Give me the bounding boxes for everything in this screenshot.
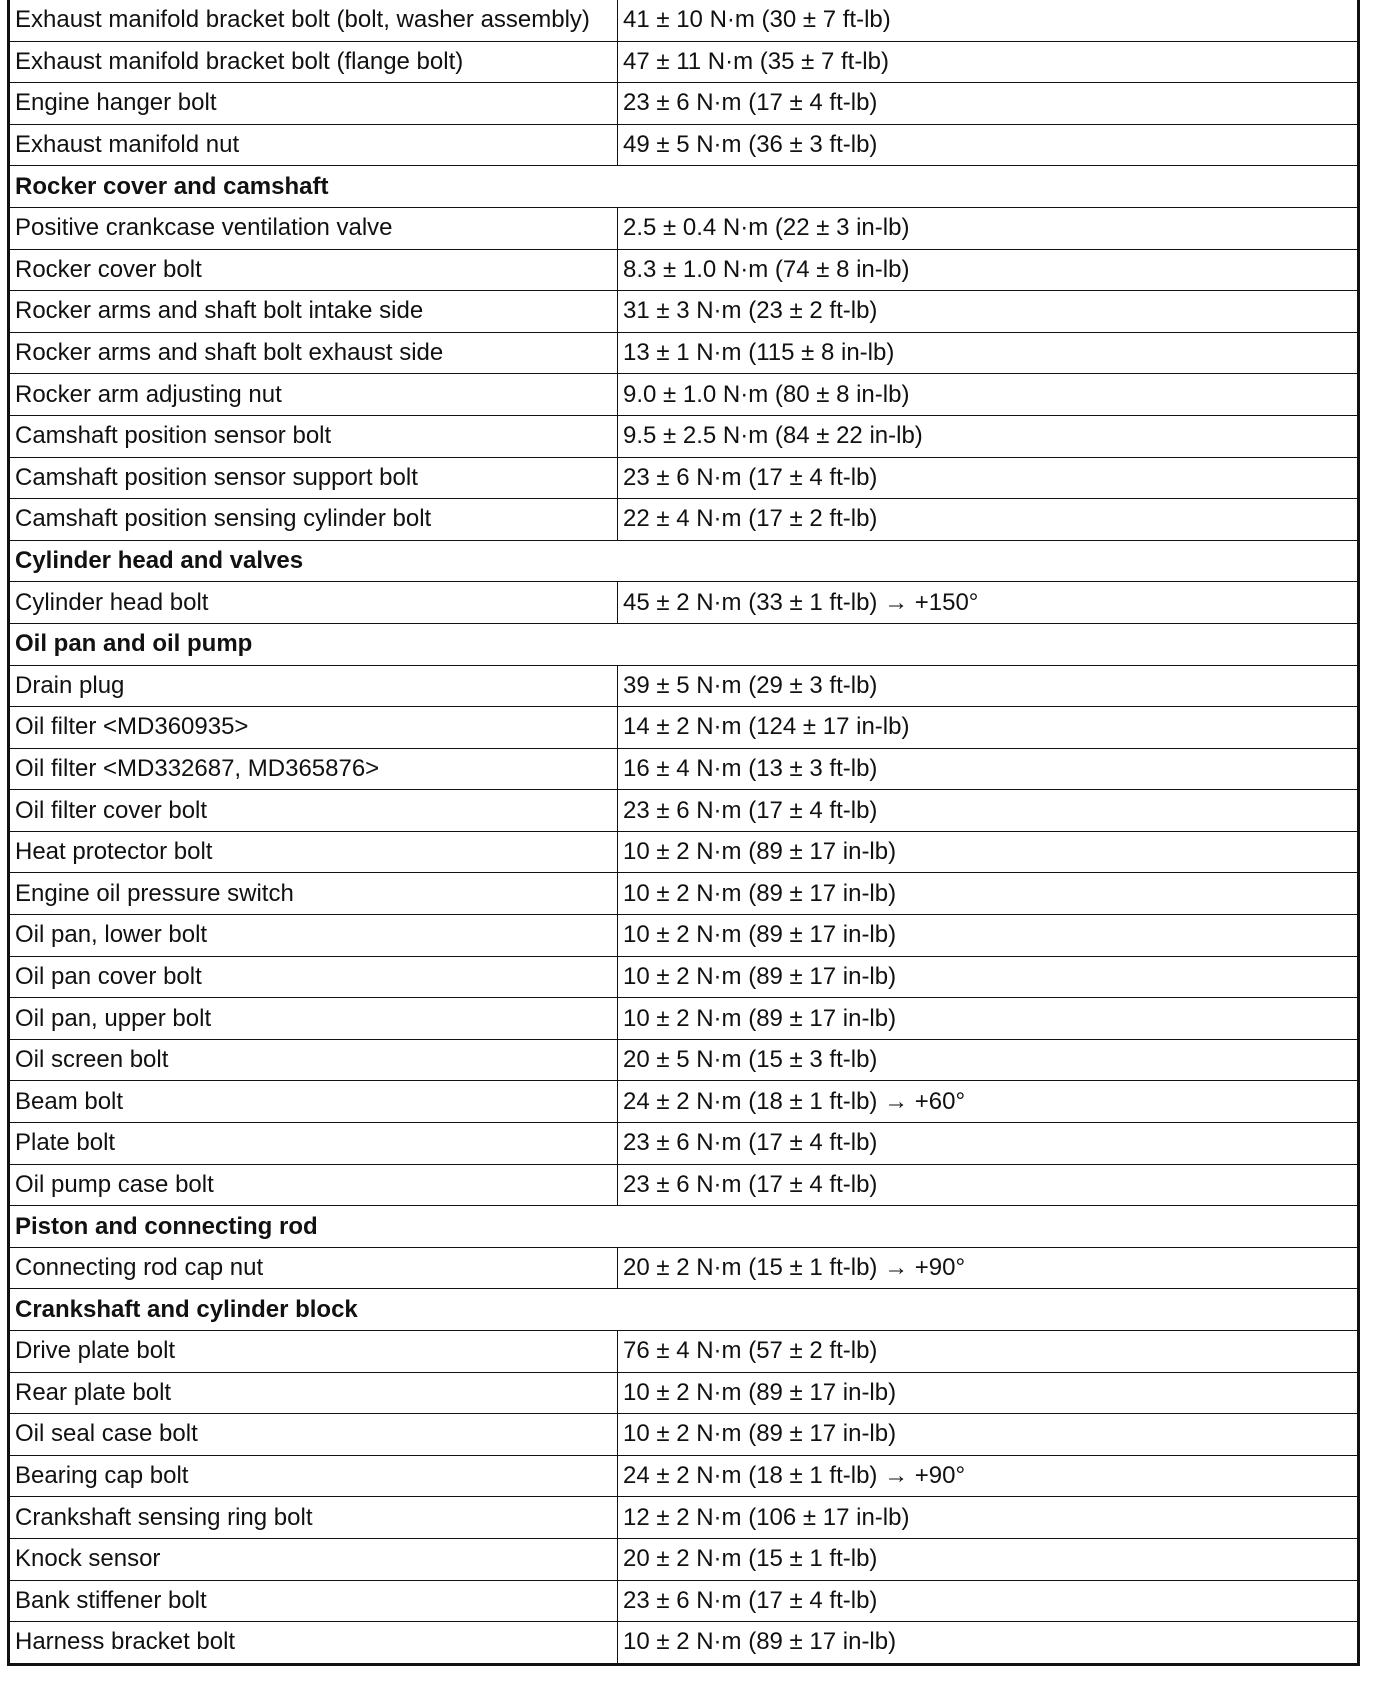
torque-spec-table-body	[9, 0, 1359, 1664]
table-row	[9, 291, 1359, 333]
component-name-cell: Rocker arms and shaft bolt intake side	[9, 291, 618, 333]
table-row	[9, 332, 1359, 374]
table-row	[9, 457, 1359, 499]
torque-value-cell: 23 ± 6 N·m (17 ± 4 ft-lb)	[618, 1580, 1359, 1622]
component-name-cell: Oil filter cover bolt	[9, 790, 618, 832]
table-row	[9, 207, 1359, 249]
table-row	[9, 1331, 1359, 1373]
torque-value-cell: 24 ± 2 N·m (18 ± 1 ft-lb) → +90°	[618, 1455, 1359, 1497]
component-name-cell: Knock sensor	[9, 1538, 618, 1580]
table-row	[9, 1164, 1359, 1206]
table-row	[9, 249, 1359, 291]
component-name-cell: Drive plate bolt	[9, 1331, 618, 1373]
torque-value-cell: 9.0 ± 1.0 N·m (80 ± 8 in-lb)	[618, 374, 1359, 416]
component-name-cell: Rocker cover bolt	[9, 249, 618, 291]
table-row	[9, 748, 1359, 790]
table-row	[9, 915, 1359, 957]
component-name-cell: Exhaust manifold bracket bolt (flange bolt)	[9, 41, 618, 83]
torque-value-cell: 31 ± 3 N·m (23 ± 2 ft-lb)	[618, 291, 1359, 333]
torque-spec-table	[7, 0, 1360, 1666]
table-row	[9, 1580, 1359, 1622]
torque-value-cell: 12 ± 2 N·m (106 ± 17 in-lb)	[618, 1497, 1359, 1539]
torque-value-cell: 10 ± 2 N·m (89 ± 17 in-lb)	[618, 956, 1359, 998]
torque-value-cell: 8.3 ± 1.0 N·m (74 ± 8 in-lb)	[618, 249, 1359, 291]
torque-value-cell: 20 ± 2 N·m (15 ± 1 ft-lb)	[618, 1538, 1359, 1580]
component-name-cell: Connecting rod cap nut	[9, 1247, 618, 1289]
component-name-cell: Harness bracket bolt	[9, 1622, 618, 1665]
component-name-cell: Heat protector bolt	[9, 831, 618, 873]
torque-value-cell: 23 ± 6 N·m (17 ± 4 ft-lb)	[618, 1123, 1359, 1165]
torque-value-cell: 22 ± 4 N·m (17 ± 2 ft-lb)	[618, 499, 1359, 541]
torque-value-cell: 14 ± 2 N·m (124 ± 17 in-lb)	[618, 707, 1359, 749]
table-row	[9, 41, 1359, 83]
torque-value-cell: 49 ± 5 N·m (36 ± 3 ft-lb)	[618, 124, 1359, 166]
table-row	[9, 1497, 1359, 1539]
component-name-cell: Bank stiffener bolt	[9, 1580, 618, 1622]
torque-value-cell: 76 ± 4 N·m (57 ± 2 ft-lb)	[618, 1331, 1359, 1373]
torque-value-cell: 23 ± 6 N·m (17 ± 4 ft-lb)	[618, 457, 1359, 499]
table-row	[9, 1372, 1359, 1414]
component-name-cell: Rocker arm adjusting nut	[9, 374, 618, 416]
table-row	[9, 831, 1359, 873]
table-row	[9, 998, 1359, 1040]
torque-value-cell: 23 ± 6 N·m (17 ± 4 ft-lb)	[618, 1164, 1359, 1206]
torque-value-cell: 41 ± 10 N·m (30 ± 7 ft-lb)	[618, 0, 1359, 41]
torque-value-cell: 10 ± 2 N·m (89 ± 17 in-lb)	[618, 998, 1359, 1040]
table-row	[9, 83, 1359, 125]
torque-value-cell: 16 ± 4 N·m (13 ± 3 ft-lb)	[618, 748, 1359, 790]
table-row	[9, 0, 1359, 41]
torque-value-cell: 20 ± 5 N·m (15 ± 3 ft-lb)	[618, 1039, 1359, 1081]
component-name-cell: Camshaft position sensor bolt	[9, 415, 618, 457]
table-row	[9, 124, 1359, 166]
table-row	[9, 374, 1359, 416]
component-name-cell: Positive crankcase ventilation valve	[9, 207, 618, 249]
table-row	[9, 1123, 1359, 1165]
component-name-cell: Bearing cap bolt	[9, 1455, 618, 1497]
table-row	[9, 1622, 1359, 1665]
section-header-row	[9, 540, 1359, 582]
component-name-cell: Engine hanger bolt	[9, 83, 618, 125]
component-name-cell: Plate bolt	[9, 1123, 618, 1165]
section-title: Oil pan and oil pump	[9, 623, 1359, 665]
torque-value-cell: 10 ± 2 N·m (89 ± 17 in-lb)	[618, 873, 1359, 915]
table-row	[9, 1081, 1359, 1123]
torque-value-cell: 10 ± 2 N·m (89 ± 17 in-lb)	[618, 831, 1359, 873]
component-name-cell: Drain plug	[9, 665, 618, 707]
component-name-cell: Cylinder head bolt	[9, 582, 618, 624]
component-name-cell: Beam bolt	[9, 1081, 618, 1123]
component-name-cell: Camshaft position sensor support bolt	[9, 457, 618, 499]
component-name-cell: Oil pump case bolt	[9, 1164, 618, 1206]
section-title: Piston and connecting rod	[9, 1206, 1359, 1248]
table-row	[9, 1039, 1359, 1081]
table-row	[9, 790, 1359, 832]
torque-value-cell: 10 ± 2 N·m (89 ± 17 in-lb)	[618, 1372, 1359, 1414]
table-row	[9, 873, 1359, 915]
torque-value-cell: 10 ± 2 N·m (89 ± 17 in-lb)	[618, 1622, 1359, 1665]
component-name-cell: Engine oil pressure switch	[9, 873, 618, 915]
table-row	[9, 499, 1359, 541]
table-row	[9, 956, 1359, 998]
component-name-cell: Oil seal case bolt	[9, 1414, 618, 1456]
section-title: Cylinder head and valves	[9, 540, 1359, 582]
component-name-cell: Exhaust manifold nut	[9, 124, 618, 166]
section-header-row	[9, 623, 1359, 665]
torque-value-cell: 39 ± 5 N·m (29 ± 3 ft-lb)	[618, 665, 1359, 707]
torque-value-cell: 45 ± 2 N·m (33 ± 1 ft-lb) → +150°	[618, 582, 1359, 624]
torque-value-cell: 10 ± 2 N·m (89 ± 17 in-lb)	[618, 915, 1359, 957]
table-row	[9, 1414, 1359, 1456]
table-row	[9, 1247, 1359, 1289]
torque-value-cell: 9.5 ± 2.5 N·m (84 ± 22 in-lb)	[618, 415, 1359, 457]
table-row	[9, 1538, 1359, 1580]
table-row	[9, 1455, 1359, 1497]
section-header-row	[9, 1289, 1359, 1331]
component-name-cell: Oil screen bolt	[9, 1039, 618, 1081]
component-name-cell: Exhaust manifold bracket bolt (bolt, washer assembly)	[9, 0, 618, 41]
section-header-row	[9, 1206, 1359, 1248]
component-name-cell: Crankshaft sensing ring bolt	[9, 1497, 618, 1539]
table-row	[9, 707, 1359, 749]
component-name-cell: Rocker arms and shaft bolt exhaust side	[9, 332, 618, 374]
torque-value-cell: 10 ± 2 N·m (89 ± 17 in-lb)	[618, 1414, 1359, 1456]
torque-value-cell: 23 ± 6 N·m (17 ± 4 ft-lb)	[618, 83, 1359, 125]
component-name-cell: Oil pan, upper bolt	[9, 998, 618, 1040]
component-name-cell: Oil filter <MD360935>	[9, 707, 618, 749]
section-header-row	[9, 166, 1359, 208]
table-row	[9, 415, 1359, 457]
section-title: Rocker cover and camshaft	[9, 166, 1359, 208]
component-name-cell: Oil pan, lower bolt	[9, 915, 618, 957]
table-row	[9, 665, 1359, 707]
section-title: Crankshaft and cylinder block	[9, 1289, 1359, 1331]
component-name-cell: Oil filter <MD332687, MD365876>	[9, 748, 618, 790]
table-row	[9, 582, 1359, 624]
torque-value-cell: 13 ± 1 N·m (115 ± 8 in-lb)	[618, 332, 1359, 374]
component-name-cell: Camshaft position sensing cylinder bolt	[9, 499, 618, 541]
torque-value-cell: 20 ± 2 N·m (15 ± 1 ft-lb) → +90°	[618, 1247, 1359, 1289]
torque-value-cell: 47 ± 11 N·m (35 ± 7 ft-lb)	[618, 41, 1359, 83]
torque-value-cell: 2.5 ± 0.4 N·m (22 ± 3 in-lb)	[618, 207, 1359, 249]
torque-spec-sheet	[7, 0, 1357, 1666]
component-name-cell: Oil pan cover bolt	[9, 956, 618, 998]
torque-value-cell: 24 ± 2 N·m (18 ± 1 ft-lb) → +60°	[618, 1081, 1359, 1123]
component-name-cell: Rear plate bolt	[9, 1372, 618, 1414]
torque-value-cell: 23 ± 6 N·m (17 ± 4 ft-lb)	[618, 790, 1359, 832]
